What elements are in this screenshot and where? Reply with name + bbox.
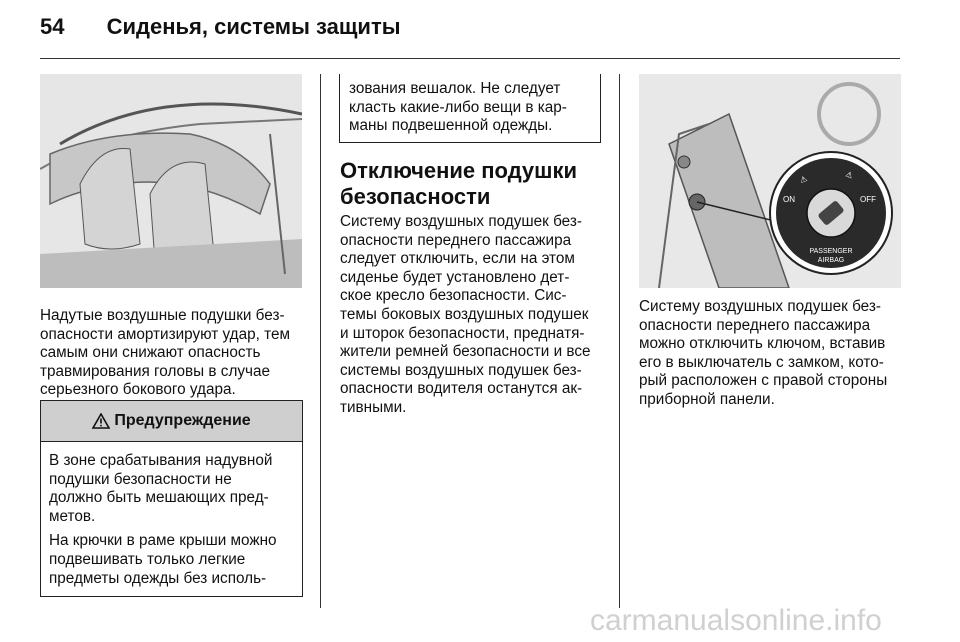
warning-body — [41, 442, 302, 596]
text-line: его в выключатель с замком, кото- — [639, 353, 884, 371]
text-line: Систему воздушных подушек без- — [340, 213, 582, 230]
text-line: травмирования головы в случае — [40, 362, 271, 380]
column-divider — [320, 74, 321, 608]
svg-text:⚠: ⚠ — [798, 173, 809, 185]
warning-box — [40, 400, 303, 597]
text-line: ское кресло безопасности. Сис- — [340, 287, 567, 305]
switch-airbag-label: AIRBAG — [817, 257, 845, 264]
header-rule — [40, 58, 900, 59]
page-header — [40, 14, 401, 40]
column-divider — [619, 74, 620, 608]
heading-line: Отключение подушки — [340, 158, 578, 183]
warning-triangle-icon — [92, 413, 110, 429]
switch-off-label: OFF — [860, 195, 876, 204]
text-line: можно отключить ключом, вставив — [639, 335, 886, 353]
text-line: серьезного бокового удара. — [40, 381, 236, 399]
svg-text:⚠: ⚠ — [844, 169, 855, 181]
text-line: темы боковых воздушных подушек — [340, 305, 589, 323]
text-line: В зоне срабатывания надувной — [49, 452, 273, 469]
text-line: приборной панели. — [639, 390, 775, 408]
text-line: и шторок безопасности, преднатя- — [340, 324, 585, 342]
text-line: На крючки в раме крыши можно — [49, 532, 277, 550]
text-line: опасности амортизируют удар, тем — [40, 325, 290, 343]
text-line: маны подвешенной одежды. — [349, 117, 553, 135]
text-line: предметы одежды без исполь- — [49, 569, 267, 587]
section-heading — [340, 158, 610, 210]
text-line: подвешивать только легкие — [49, 550, 246, 568]
key-switch-description — [639, 298, 909, 410]
airbag-description — [40, 307, 310, 400]
curtain-airbag-illustration — [40, 74, 302, 288]
airbag-switch-illustration — [639, 74, 901, 288]
text-line: сиденье будет установлено дет- — [340, 268, 570, 286]
text-line: Систему воздушных подушек без- — [639, 298, 881, 315]
warning-title: Предупреждение — [114, 412, 251, 429]
text-line: зования вешалок. Не следует — [349, 80, 561, 97]
text-line: рый расположен с правой стороны — [639, 372, 888, 390]
text-line: самым они снижают опасность — [40, 344, 261, 362]
text-line: класть какие-либо вещи в кар- — [349, 98, 567, 116]
page-title: Сиденья, системы защиты — [106, 14, 401, 39]
warning-continuation-box — [339, 74, 601, 143]
switch-on-label: ON — [783, 195, 795, 204]
text-line: следует отключить, если на этом — [340, 250, 575, 268]
text-line: жители ремней безопасности и все — [340, 343, 591, 361]
switch-passenger-label: PASSENGER — [809, 248, 853, 255]
text-line: опасности переднего пассажира — [639, 316, 871, 334]
heading-line: безопасности — [340, 184, 491, 209]
deactivation-description — [340, 213, 615, 418]
text-line: должно быть мешающих пред- — [49, 489, 269, 507]
page-number: 54 — [40, 14, 65, 39]
text-line: тивными. — [340, 398, 407, 416]
text-line: подушки безопасности не — [49, 470, 232, 488]
text-line: метов. — [49, 507, 96, 525]
watermark-text: carmanualsonline.info — [590, 604, 882, 637]
text-line: Надутые воздушные подушки без- — [40, 307, 285, 324]
text-line: опасности переднего пассажира — [340, 231, 572, 249]
warning-header — [41, 400, 302, 442]
text-line: опасности водителя останутся ак- — [340, 380, 583, 398]
text-line: системы воздушных подушек без- — [340, 361, 582, 379]
